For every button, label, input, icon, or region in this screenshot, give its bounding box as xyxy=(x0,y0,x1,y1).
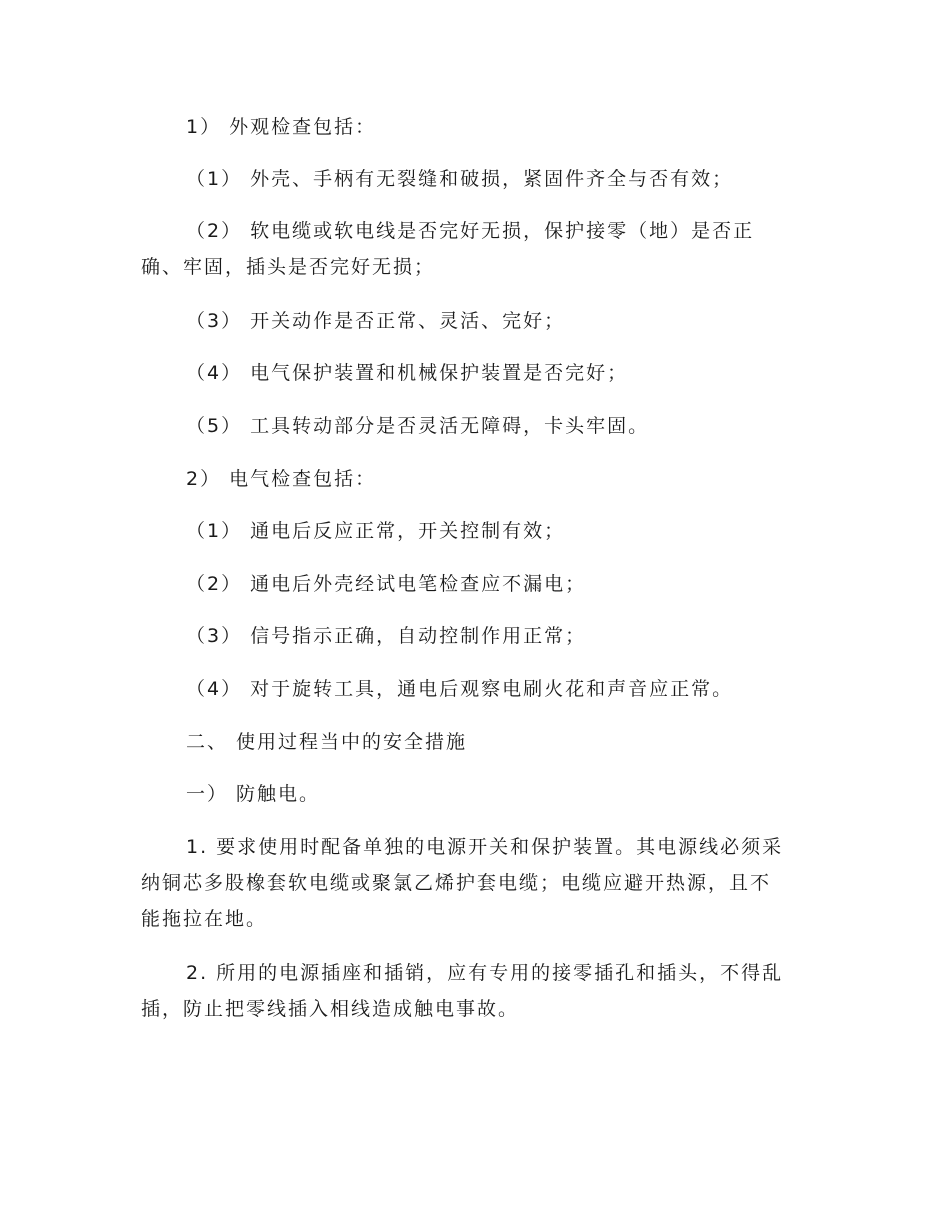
list-item-appearance-2-continued: 确、牢固，插头是否完好无损； xyxy=(141,256,436,278)
paragraph-1-line-3: 能拖拉在地。 xyxy=(141,908,268,930)
list-item-appearance-3: （3） 开关动作是否正常、灵活、完好； xyxy=(186,310,566,332)
list-item-appearance-2: （2） 软电缆或软电线是否完好无损，保护接零（地）是否正 xyxy=(186,220,755,242)
list-item-electrical-4: （4） 对于旋转工具，通电后观察电刷火花和声音应正常。 xyxy=(186,678,734,700)
list-item-appearance-1: （1） 外壳、手柄有无裂缝和破损，紧固件齐全与否有效； xyxy=(186,168,734,190)
paragraph-2-line-2: 插，防止把零线插入相线造成触电事故。 xyxy=(141,998,520,1020)
section-heading-appearance-check: 1） 外观检查包括： xyxy=(186,116,377,138)
list-item-electrical-1: （1） 通电后反应正常，开关控制有效； xyxy=(186,520,566,542)
list-item-electrical-2: （2） 通电后外壳经试电笔检查应不漏电； xyxy=(186,573,587,595)
paragraph-1-line-1: 1. 要求使用时配备单独的电源开关和保护装置。其电源线必须采 xyxy=(186,836,784,858)
list-item-appearance-4: （4） 电气保护装置和机械保护装置是否完好； xyxy=(186,362,629,384)
paragraph-1-line-2: 纳铜芯多股橡套软电缆或聚氯乙烯护套电缆；电缆应避开热源，且不 xyxy=(141,872,772,894)
subsection-heading-anti-shock: 一） 防触电。 xyxy=(186,783,321,805)
paragraph-2-line-1: 2. 所用的电源插座和插销，应有专用的接零插孔和插头，不得乱 xyxy=(186,962,784,984)
list-item-appearance-5: （5） 工具转动部分是否灵活无障碍，卡头牢固。 xyxy=(186,415,650,437)
chapter-heading-safety-measures: 二、 使用过程当中的安全措施 xyxy=(186,731,468,753)
section-heading-electrical-check: 2） 电气检查包括： xyxy=(186,468,377,490)
list-item-electrical-3: （3） 信号指示正确，自动控制作用正常； xyxy=(186,625,587,647)
